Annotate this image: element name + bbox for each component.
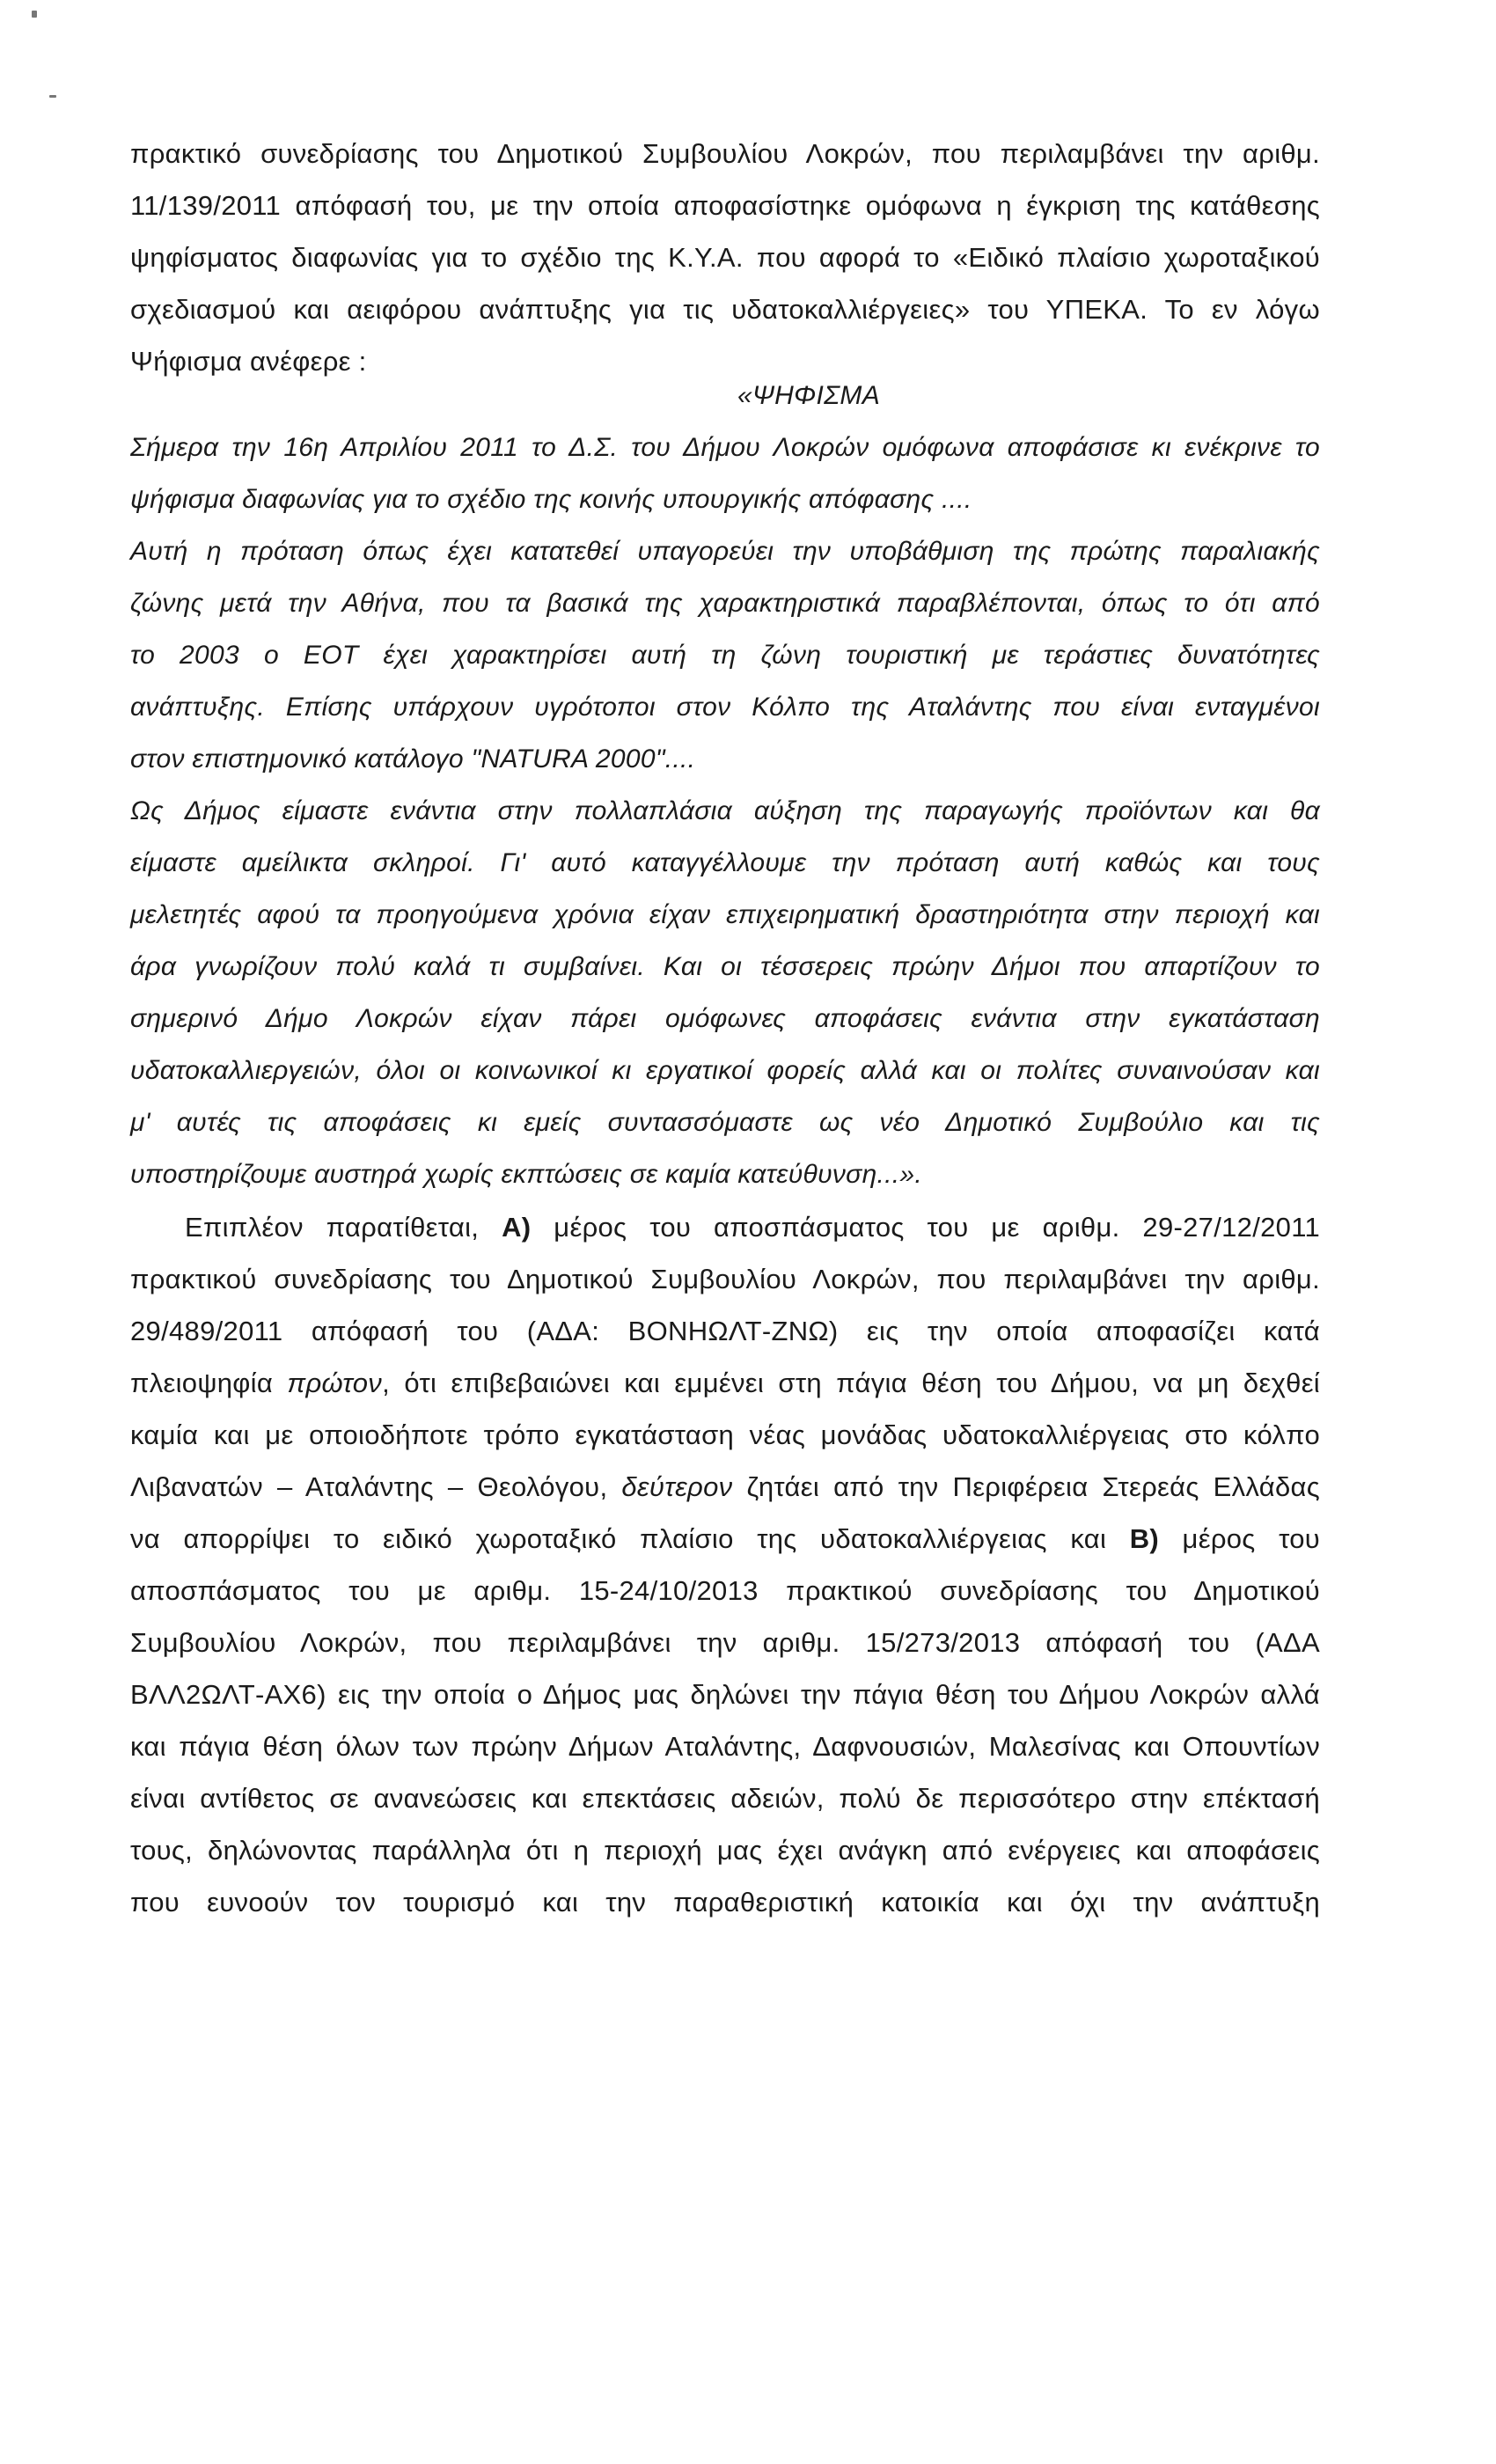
resolution-line: υδατοκαλλιεργειών, όλοι οι κοινωνικοί κι εργατικοί φορείς αλλά και οι πολίτες συναινούσαν και <box>130 1056 1320 1085</box>
resolution-line: Σήμερα την 16η Απριλίου 2011 το Δ.Σ. του Δήμου Λοκρών ομόφωνα αποφάσισε κι ενέκρινε το <box>130 433 1320 462</box>
resolution-quote <box>130 370 1320 1200</box>
resolution-line: σημερινό Δήμο Λοκρών είχαν πάρει ομόφωνες αποφάσεις ενάντια στην εγκατάσταση <box>130 1004 1320 1033</box>
further-line <box>130 1357 1320 1409</box>
further-text: Λιβανατών – Αταλάντης – Θεολόγου, <box>130 1471 622 1502</box>
resolution-line: ανάπτυξης. Επίσης υπάρχουν υγρότοποι στον Κόλπο της Αταλάντης που είναι ενταγμένοι <box>130 693 1320 722</box>
further-line: που ευνοούν τον τουρισμό και την παραθεριστική κατοικία και όχι την ανάπτυξη <box>130 1887 1320 1918</box>
further-line: και πάγια θέση όλων των πρώην Δήμων Αταλάντης, Δαφνουσιών, Μαλεσίνας και Οπουντίων <box>130 1731 1320 1762</box>
further-line: Συμβουλίου Λοκρών, που περιλαμβάνει την αριθμ. 15/273/2013 απόφασή του (ΑΔΑ <box>130 1627 1320 1658</box>
second-emphasis: δεύτερον <box>621 1471 733 1502</box>
further-line: τους, δηλώνοντας παράλληλα ότι η περιοχή μας έχει ανάγκη από ενέργειες και αποφάσεις <box>130 1835 1320 1866</box>
further-line: αποσπάσματος του με αριθμ. 15-24/10/2013 πρακτικού συνεδρίασης του Δημοτικού <box>130 1575 1320 1606</box>
further-text: πλειοψηφία <box>130 1368 288 1398</box>
resolution-line: άρα γνωρίζουν πολύ καλά τι συμβαίνει. Και οι τέσσερεις πρώην Δήμοι που απαρτίζουν το <box>130 952 1320 981</box>
resolution-line: στον επιστημονικό κατάλογο "NATURA 2000".... <box>130 744 696 774</box>
further-line <box>130 1461 1320 1513</box>
further-line <box>130 1513 1320 1565</box>
further-line: είναι αντίθετος σε ανανεώσεις και επεκτάσεις αδειών, πολύ δε περισσότερο στην επέκτασή <box>130 1783 1320 1814</box>
further-line <box>130 1201 1320 1253</box>
further-text: μέρος του αποσπάσματος του με αριθμ. 29-27/12/2011 <box>531 1212 1320 1243</box>
resolution-line: ζώνης μετά την Αθήνα, που τα βασικά της χαρακτηριστικά παραβλέπονται, όπως το ότι από <box>130 589 1320 618</box>
resolution-line: Ως Δήμος είμαστε ενάντια στην πολλαπλάσια αύξηση της παραγωγής προϊόντων και θα <box>130 796 1320 825</box>
resolution-line: το 2003 ο ΕΟΤ έχει χαρακτηρίσει αυτή τη ζώνη τουριστική με τεράστιες δυνατότητες <box>130 641 1320 670</box>
intro-line: σχεδιασμού και αειφόρου ανάπτυξης για τις υδατοκαλλιέργειες» του ΥΠΕΚΑ. Το εν λόγω <box>130 294 1320 325</box>
scan-speck <box>32 11 37 18</box>
further-line: πρακτικού συνεδρίασης του Δημοτικού Συμβουλίου Λοκρών, που περιλαμβάνει την αριθμ. <box>130 1264 1320 1294</box>
resolution-line: υποστηρίζουμε αυστηρά χωρίς εκπτώσεις σε καμία κατεύθυνση...». <box>130 1160 923 1189</box>
resolution-line: μελετητές αφού τα προηγούμενα χρόνια είχαν επιχειρηματική δραστηριότητα στην περιοχή και <box>130 900 1320 929</box>
further-text: , ότι επιβεβαιώνει και εμμένει στη πάγια θέση του Δήμου, να μη δεχθεί <box>382 1368 1320 1398</box>
item-a-label: Α) <box>502 1212 532 1243</box>
resolution-line: είμαστε αμείλικτα σκληροί. Γι' αυτό καταγγέλλουμε την πρόταση αυτή καθώς και τους <box>130 848 1320 877</box>
item-b-label: Β) <box>1129 1523 1160 1554</box>
resolution-title: «ΨΗΦΙΣΜΑ <box>737 381 881 410</box>
intro-paragraph <box>130 128 1320 387</box>
resolution-line: μ' αυτές τις αποφάσεις κι εμείς συντασσόμαστε ως νέο Δημοτικό Συμβούλιο και τις <box>130 1108 1320 1137</box>
further-paragraph <box>130 1201 1320 1928</box>
further-line: ΒΛΛ2ΩΛΤ-ΑΧ6) εις την οποία ο Δήμος μας δηλώνει την πάγια θέση του Δήμου Λοκρών αλλά <box>130 1679 1320 1710</box>
first-emphasis: πρώτον <box>287 1368 383 1398</box>
further-line: καμία και με οποιοδήποτε τρόπο εγκατάσταση νέας μονάδας υδατοκαλλιέργειας στο κόλπο <box>130 1419 1320 1450</box>
intro-line: Ψήφισμα ανέφερε : <box>130 346 367 377</box>
intro-line: πρακτικό συνεδρίασης του Δημοτικού Συμβουλίου Λοκρών, που περιλαμβάνει την αριθμ. <box>130 138 1320 169</box>
further-text: μέρος του <box>1159 1523 1320 1554</box>
further-line: 29/489/2011 απόφασή του (ΑΔΑ: ΒΟΝΗΩΛΤ-ΖΝΩ) εις την οποία αποφασίζει κατά <box>130 1316 1320 1346</box>
resolution-line: Αυτή η πρόταση όπως έχει κατατεθεί υπαγορεύει την υποβάθμιση της πρώτης παραλιακής <box>130 537 1320 566</box>
further-text: Επιπλέον παρατίθεται, <box>185 1212 502 1243</box>
scan-speck <box>49 95 56 98</box>
further-text: να απορρίψει το ειδικό χωροταξικό πλαίσιο της υδατοκαλλιέργειας και <box>130 1523 1130 1554</box>
intro-line: ψηφίσματος διαφωνίας για το σχέδιο της Κ.Υ.Α. που αφορά το «Ειδικό πλαίσιο χωροταξικού <box>130 242 1320 273</box>
resolution-line: ψήφισμα διαφωνίας για το σχέδιο της κοινής υπουργικής απόφασης .... <box>130 485 972 514</box>
intro-line: 11/139/2011 απόφασή του, με την οποία αποφασίστηκε ομόφωνα η έγκριση της κατάθεσης <box>130 190 1320 221</box>
further-text: ζητάει από την Περιφέρεια Στερεάς Ελλάδας <box>732 1471 1320 1502</box>
